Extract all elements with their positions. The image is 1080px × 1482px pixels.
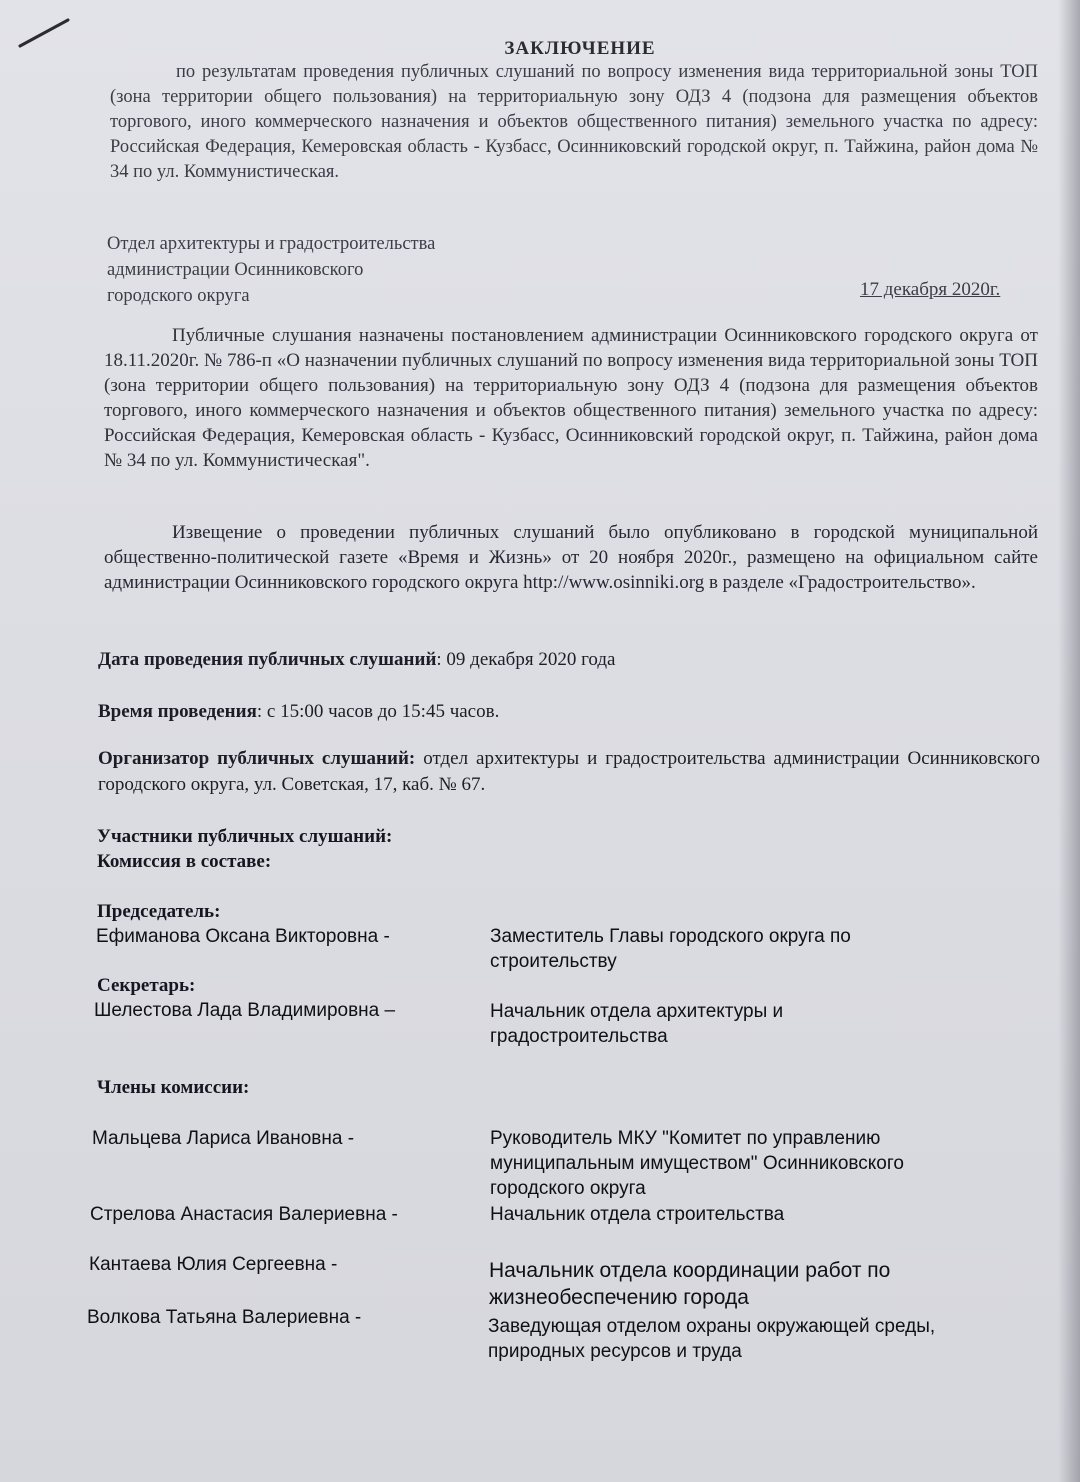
paragraph-appointment: Публичные слушания назначены постановлением администрации Осинниковского городского округа от 18.11.2020г. № 786-п «О назначении публичных слушаний по вопросу изменения вида территориальной зоны ТОП (зона территории общего пользования) на территориальную зону ОДЗ 4 (подзона для размещения объектов торгового, иного коммерческого назначения и объектов общественного питания) земельного участка по адресу: Российская Федерация, Кемеровская область - Кузбасс, Осинниковский городской округ, п. Тайжина, район дома № 34 по ул. Коммунистическая". [104,325,1038,471]
hearing-date-value: : 09 декабря 2020 года [436,649,616,670]
role-line: градостроительства [490,1026,668,1047]
organizer-value: отдел архитектуры и градостроительства администрации Осинниковского городского округа, ул. Советская, 17, каб. № 67. [98,748,1041,795]
org-line-3: городского округа [107,286,250,306]
secretary-heading: Секретарь: [97,975,196,996]
role-line: природных ресурсов и труда [488,1341,742,1362]
organizer-label: Организатор публичных слушаний: [98,748,416,769]
paragraph-notice: Извещение о проведении публичных слушаний было опубликовано в городской муниципальной общественно-политической газете «Время и Жизнь» от 20 ноября 2020г., размещено на официальном сайте администрации Осинниковского городского округа http://www.osinniki.org в разделе «Градостроительство». [104,522,1038,593]
person-name: Кантаева Юлия Сергеевна - [89,1254,338,1275]
issuing-organization [107,231,527,309]
role-line: Начальник отдела строительства [490,1204,785,1225]
person-role [490,1126,1010,1201]
commission-heading: Комиссия в составе: [97,851,272,872]
hearing-time-value: : с 15:00 часов до 15:45 часов. [256,701,500,722]
hearing-time [98,699,1040,725]
hearing-time-label: Время проведения [98,701,257,722]
org-line-1: Отдел архитектуры и градостроительства [107,234,436,254]
members-heading: Члены комиссии: [97,1077,250,1098]
participants-heading: Участники публичных слушаний: [97,826,393,847]
role-line: строительству [490,951,617,972]
person-name: Ефиманова Оксана Викторовна - [96,926,390,947]
role-line: жизнеобеспечению города [489,1286,749,1309]
person-role [490,1202,1010,1227]
role-line: Заместитель Главы городского округа по [490,926,851,947]
person-name: Шелестова Лада Владимировна – [94,1000,396,1021]
person-role [489,1257,1009,1311]
page-shadow-edge [1058,0,1080,1482]
person-role [488,1314,1008,1364]
org-line-2: администрации Осинниковского [107,260,364,280]
document-date: 17 декабря 2020г. [860,279,1001,300]
role-line: Заведующая отделом охраны окружающей среды, [488,1316,936,1337]
hearing-organizer [98,746,1040,798]
person-role [490,924,1010,974]
person-name: Стрелова Анастасия Валериевна - [90,1204,398,1225]
role-line: Начальник отдела архитектуры и [490,1001,784,1022]
role-line: Начальник отдела координации работ по [489,1259,891,1282]
role-line: городского округа [490,1178,646,1199]
role-line: Руководитель МКУ "Комитет по управлению [490,1128,881,1149]
hearing-date [98,647,1040,673]
hearing-date-label: Дата проведения публичных слушаний [98,649,437,670]
person-role [490,999,1010,1049]
person-name: Мальцева Лариса Ивановна - [92,1128,355,1149]
role-line: муниципальным имуществом" Осинниковского [490,1153,904,1174]
document-subject: по результатам проведения публичных слушаний по вопросу изменения вида территориальной зоны ТОП (зона территории общего пользования) на территориальную зону ОДЗ 4 (подзона для размещения объектов торгового, иного коммерческого назначения и объектов общественного питания) земельного участка по адресу: Российская Федерация, Кемеровская область - Кузбасс, Осинниковский городской округ, п. Тайжина, район дома № 34 по ул. Коммунистическая. [110,62,1038,182]
chair-heading: Председатель: [97,901,221,922]
person-name: Волкова Татьяна Валериевна - [87,1307,362,1328]
document-title: ЗАКЛЮЧЕНИЕ [504,38,656,59]
